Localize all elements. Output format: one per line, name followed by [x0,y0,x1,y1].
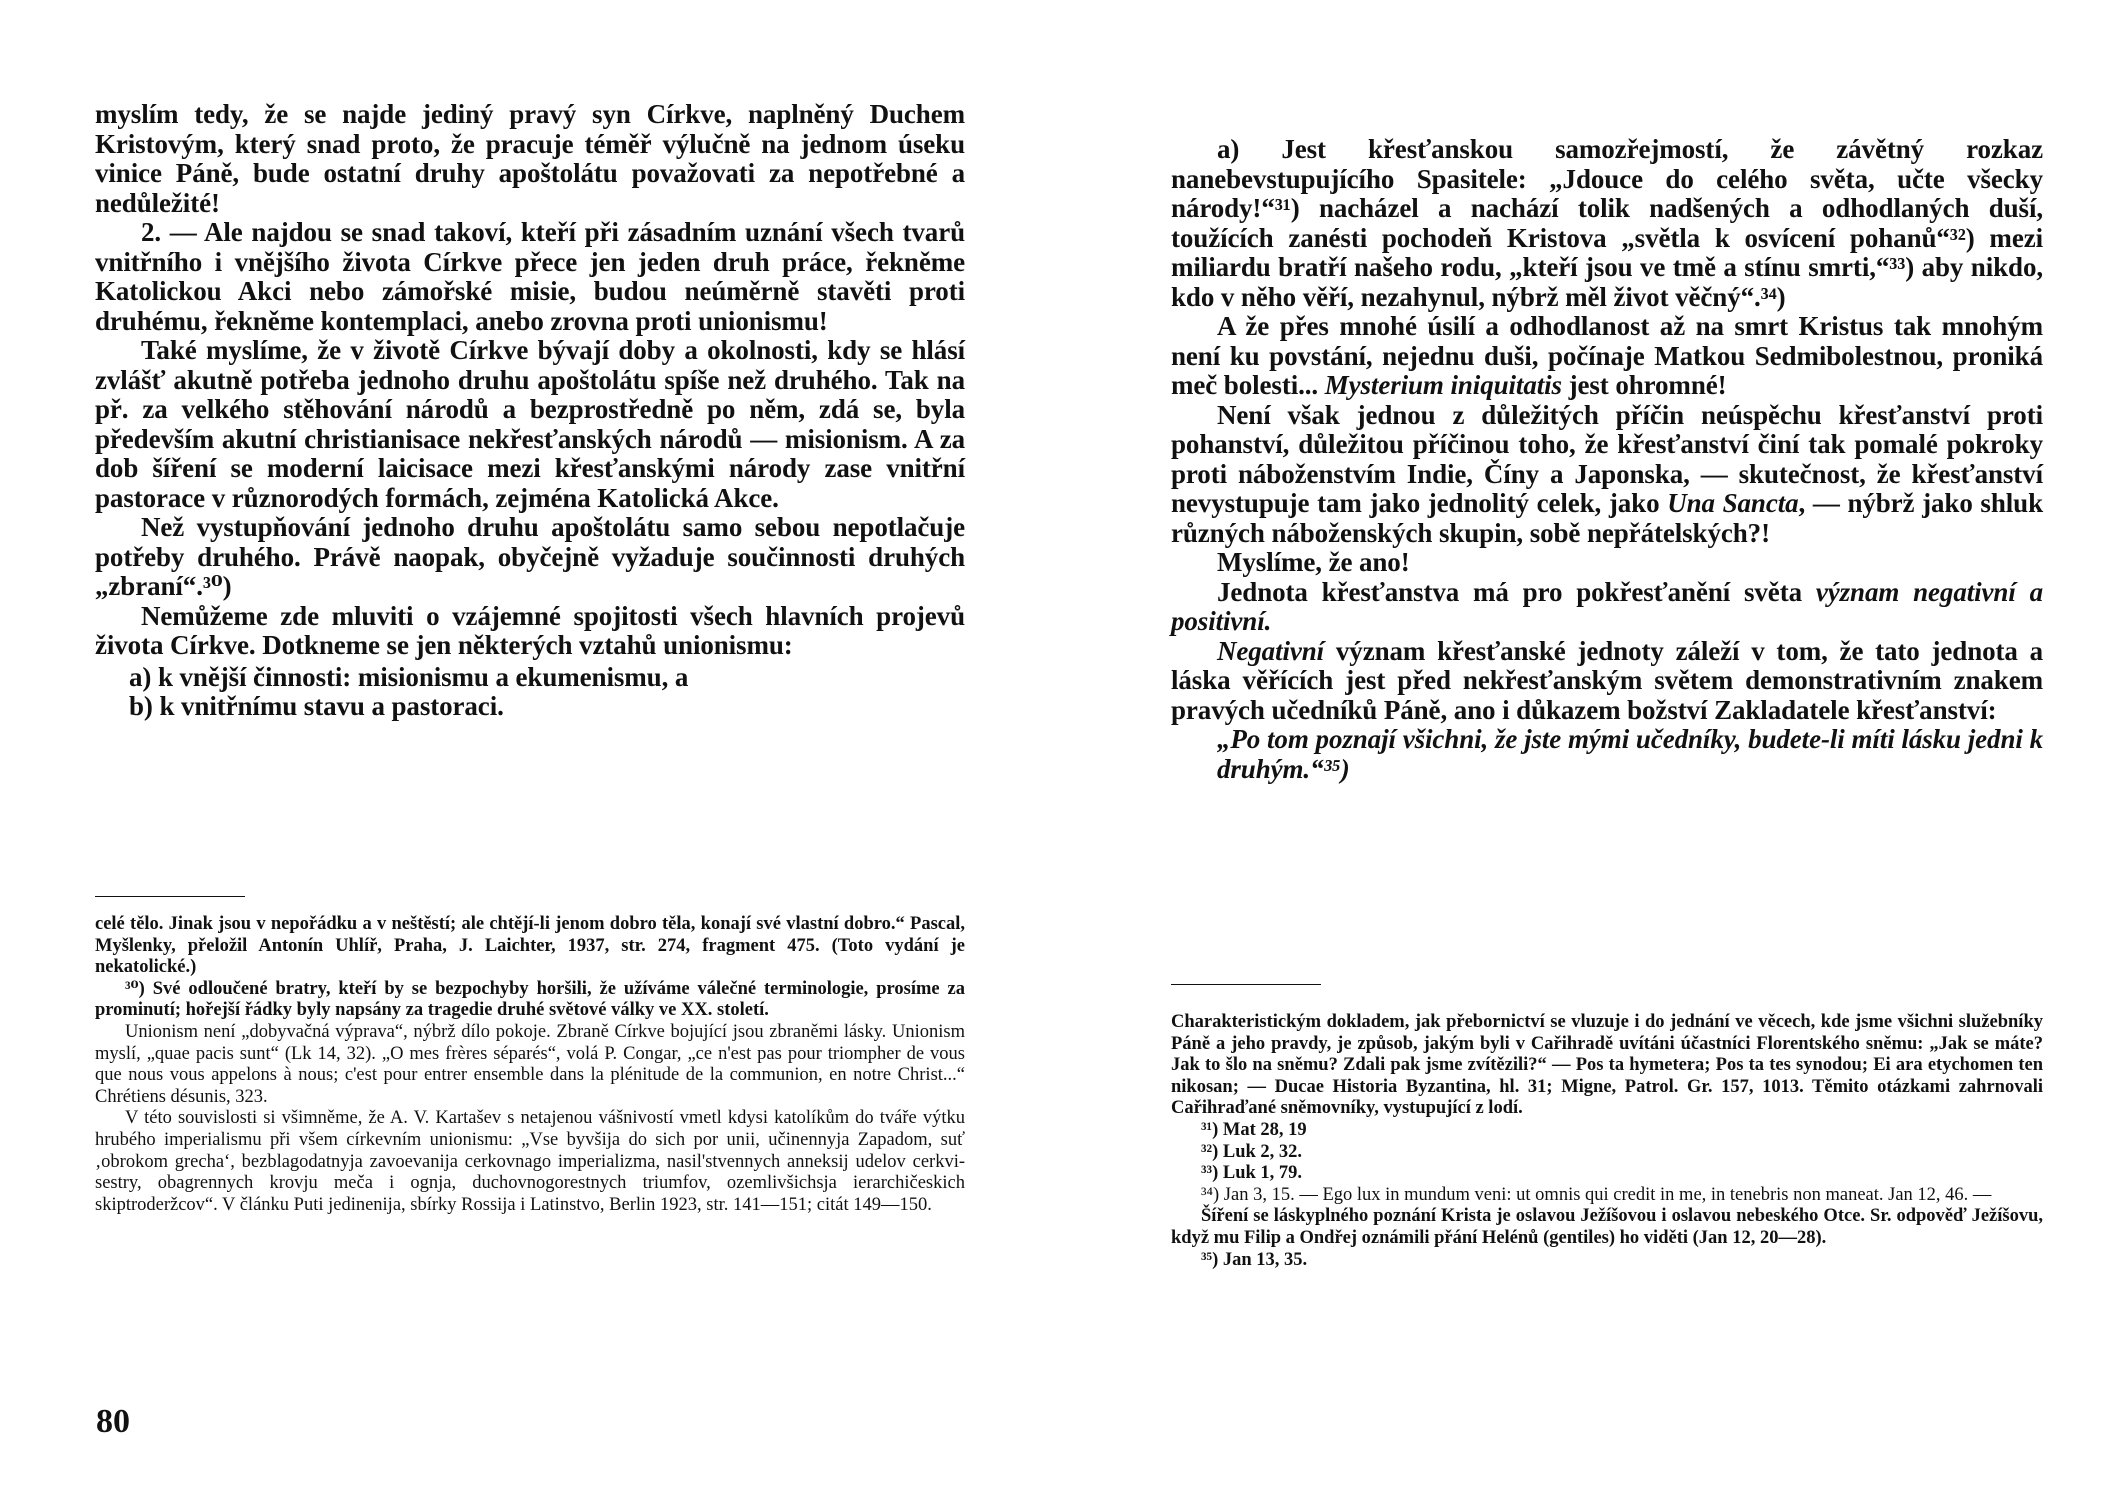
italic-text: význam negativní a positivní. [1171,576,2043,636]
footnote: ³⁵) Jan 13, 35. [1201,1249,1308,1270]
footnote: Charakteristickým dokladem, jak přebornictví se vluzuje i do jednání ve věcech, kde jsme všichni služebníky Páně a jeho pravdy, je způsob, jakým byli v Cařihradě uvítáni účastníci Florentského sněmu: „Jak se máte? Jak to šlo na sněmu? Zdali pak jsme zvítězili?“ — Pos ta hymetera; Pos ta tes synodou; Ei ara etychomen ten nikosan; — Ducae Historia Byzantina, hl. 31; Migne, Patrol. Gr. 157, 1013. Těmito otázkami zahrnovali Cařihraďané sněmovníky, vystupující z lodí. [1171,1012,2043,1119]
text-span: jest ohromné! [1568,370,1727,400]
footnote: celé tělo. Jinak jsou v nepořádku a v neštěstí; ale chtějí-li jenom dobro těla, konají své vlastní dobro.“ Pascal, Myšlenky, přeložil Antonín Uhlíř, Praha, J. Laichter, 1937, str. 274, fragment 475. (Toto vydání je nekatolické.) [95,914,965,978]
footnote: Unionism není „dobyvačná výprava“, nýbrž dílo pokoje. Zbraně Církve bojující jsou zbraněmi lásky. Unionism myslí, „quae pacis sunt“ (Lk 14, 32). „O mes frères séparés“, volá P. Congar, „ce n'est pas pour triompher de vous que nous vous appelons à nous; c'est pour entrer ensemble dans la plénitude de la communion, en notre Christ...“ Chrétiens désunis, 323. [95,1021,965,1107]
footnote: ³⁴) Jan 3, 15. — Ego lux in mundum veni: ut omnis qui credit in me, in tenebris non maneat. Jan 12, 46. — [1201,1184,1992,1205]
text-span: význam křesťanské jednoty záleží v tom, že tato jednota a láska věřících jest před nekřesťanským světem demonstrativním znakem pravých učedníků Páně, ano i důkazem božství Zakladatele křesťanství: [1171,635,2043,725]
italic-text: Negativní [1217,635,1325,666]
paragraph [1171,578,2043,637]
text-span: , — nýbrž jako shluk různých náboženských skupin, sobě nepřátelských?! [1171,488,2043,548]
footnote: Šíření se láskyplného poznání Krista je oslavou Ježíšovou i oslavou nebeského Otce. Sr. odpověď Ježíšovu, když mu Filip a Ondřej oznámili přání Helénů (gentiles) ho viděti (Jan 12, 20—28). [1171,1206,2043,1248]
list-item: b) k vnitřnímu stavu a pastoraci. [129,691,504,721]
italic-text: Una Sancta [1667,488,1799,518]
footnotes [95,914,965,1216]
quotation: „Po tom poznají všichni, že jste mými učedníky, budete-li míti lásku jedni k druhým.“³⁵) [1217,724,2043,784]
paragraph [1171,401,2043,549]
footnote: V této souvislosti si všimněme, že A. V. Kartašev s netajenou vášnivostí vmetl kdysi katolíkům do tváře výtku hrubého imperialismu při všem církevním unionismu: „Vse byvšija do sich por unii, učinennyja Zapadom, suť ‚obrokom grecha‘, bezblagodatnyja zavoevanija cerkovnago imperializma, nasil'stvennych anneksij udelov cerkvi-sestry, obagrennych krovju meča i ognja, duchovnogorestnych triumfov, ozemlivšichsja ierarchičeskich skiptroderžcov“. V článku Puti jedinenija, sbírky Rossija i Latinstvo, Berlin 1923, str. 141—151; citát 149—150. [95,1108,965,1215]
text-span: A že přes mnohé úsilí a odhodlanost až na smrt Kristus tak mnohým není ku povstání, nejednu duši, počínaje Matkou Sedmibolestnou, proniká meč bolesti... [1171,311,2043,400]
paragraph: Nemůžeme zde mluviti o vzájemné spojitosti všech hlavních projevů života Církve. Dotkneme se jen některých vztahů unionismu: [95,600,965,660]
paragraph: 2. — Ale najdou se snad takoví, kteří při zásadním uznání všech tvarů vnitřního i vnějšího života Církve přece jen jeden druh práce, řekněme Katolickou Akci nebo zámořské misie, budou neúměrně stavěti proti druhému, řekněme kontemplaci, anebo zrovna proti unionismu! [95,217,965,336]
paragraph [1171,312,2043,401]
main-text [1171,135,2043,784]
main-text [95,100,965,722]
footnote-divider [95,896,245,897]
footnote-divider [1171,984,1321,985]
footnote: ³⁰) Své odloučené bratry, kteří by se bezpochyby horšili, že užíváme válečné terminologie, prosíme za prominutí; hořejší řádky byly napsány za tragedie druhé světové války ve XX. století. [95,978,965,1021]
text-span: Není však jednou z důležitých příčin neúspěchu křesťanství proti pohanství, důležitou příčinou toho, že křesťanství činí tak pomalé pokroky proti náboženstvím Indie, Číny a Japonska, — skutečnost, že křesťanství nevystupuje tam jako jednolitý celek, jako [1171,399,2043,518]
paragraph: Než vystupňování jednoho druhu apoštolátu samo sebou nepotlačuje potřeby druhého. Právě naopak, obyčejně vyžaduje součinnosti druhých „zbraní“.³⁰) [95,512,965,601]
list-item: a) k vnější činnosti: misionismu a ekumenismu, a [129,661,689,692]
paragraph: Myslíme, že ano! [1217,547,1410,577]
footnote: ³²) Luk 2, 32. [1201,1141,1303,1162]
paragraph: myslím tedy, že se najde jediný pravý syn Církve, naplněný Duchem Kristovým, který snad proto, že pracuje téměř výlučně na jednom úseku vinice Páně, bude ostatní druhy apoštolátu považovati za nepotřebné a nedůležité! [95,99,965,218]
page-number: 80 [96,1403,130,1440]
italic-text: Mysterium iniquitatis [1324,370,1562,400]
paragraph: Také myslíme, že v životě Církve bývají doby a okolnosti, kdy se hlásí zvlášť akutně potřeba jednoho druhu apoštolátu spíše než druhého. Tak na př. za velkého stěhování národů a bezprostředně po něm, zdá se, byla především akutní christianisace nekřesťanských národů — misionism. A za dob šíření se moderní laicisace mezi křesťanskými národy zase vnitřní pastorace v různorodých formách, zejména Katolická Akce. [95,335,965,513]
right-page [1059,0,2118,1500]
footnote: ³³) Luk 1, 79. [1201,1163,1303,1184]
footnote: ³¹) Mat 28, 19 [1201,1119,1307,1140]
footnotes [1171,1012,2043,1271]
paragraph: a) Jest křesťanskou samozřejmostí, že závětný rozkaz nanebevstupujícího Spasitele: „Jdouce do celého světa, učte všecky národy!“³¹) nacházel a nachází tolik nadšených a odhodlaných duší, toužících zanésti pochodeň Kristova „světla k osvícení pohanů“³²) mezi miliardu bratří našeho rodu, „kteří jsou ve tmě a stínu smrti,“³³) aby nikdo, kdo v něho věří, nezahynul, nýbrž měl život věčný“.³⁴) [1171,134,2043,312]
text-span: Jednota křesťanstva má pro pokřesťanění světa [1217,576,1802,607]
paragraph [1171,637,2043,726]
